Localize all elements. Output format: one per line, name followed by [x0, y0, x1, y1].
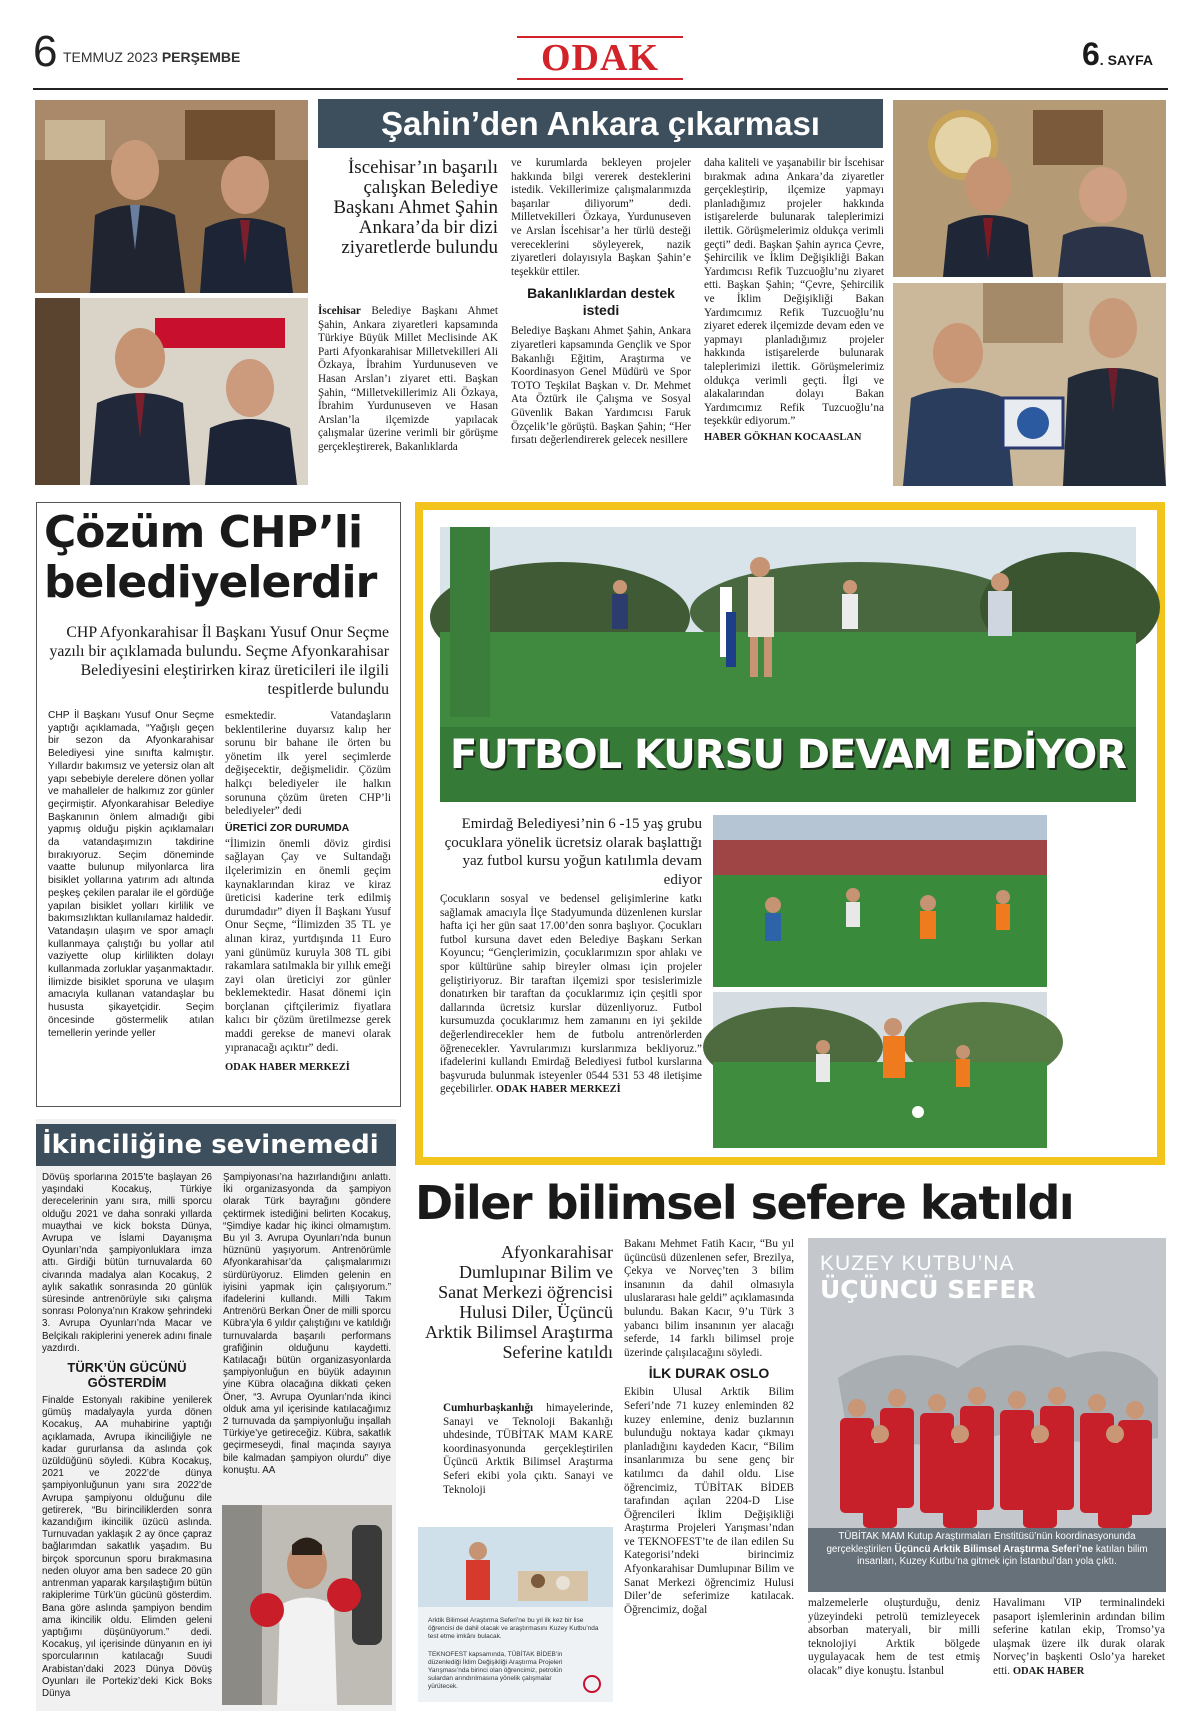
byline: ODAK HABER — [1012, 1665, 1085, 1677]
photo-mayor-mp-1 — [35, 100, 308, 293]
issue-day: PERŞEMBE — [161, 49, 241, 65]
headline: İkinciliğine sevinemedi — [42, 1130, 379, 1160]
headline: Şahin’den Ankara çıkarması — [381, 105, 820, 142]
poster-title-1: KUZEY KUTBU’NA — [820, 1252, 1015, 1275]
article-deck: CHP Afyonkarahisar İl Başkanı Yusuf Onur Seçme yazılı bir açıklamada bulundu. Seçme Afyonkarahisar Belediyesini eleştirirken kiraz üreticileri ile ilgili tespitlerde bulundu — [49, 624, 389, 698]
headline: Diler bilimsel sefere katıldı — [415, 1176, 1074, 1230]
article-col-2: Şampiyonası’na hazırlandığını anlattı. İki organizasyonda da şampiyon olarak Türk bayrağını göndere çektirmek istediğini belirten Kocakuş, “Şimdiye kadar hiç ikinci olmamıştım. Bu yıl 3. Avrupa Oyunları’nda bunun hüznünü yaşıyorum. Antrenörümle Afyonkarahisar’da çalışmalarımızı sürdürüyoruz. Elimden gelenin en iyisini yapmak için çalışıyorum.” ifadelerini kullandı. Milli Takım Antrenörü Berkan Öner de milli sporcu Kübra’yla 6 yıldır çalıştığını ve katıldığı turnuvalarda başarılı performans grafiğinin olduğunu kaydetti. Katılacağı bütün organizasyonlarda şampiyonluğun en büyük adayının yine Kübra olacağına dikkati çeken Öner, “3. Avrupa Oyunları’nda ikinci olduk ama yıl içerisinde katılacağımız 2 turnuvada da şampiyonluğu inşallah Türkiye’ye getireceğiz. Kübra, sakatlık geçirmeseydi, final maçında sayıya bile kalmadan şampiyon olurdu” diye konuştu. AA — [223, 1172, 391, 1476]
page-number-right: 6 — [1082, 36, 1100, 72]
masthead-logo: ODAK — [517, 36, 683, 80]
page-number-left: 6 — [33, 27, 58, 76]
issue-date: TEMMUZ 2023 — [63, 49, 158, 65]
photo-kids-training-1 — [713, 815, 1047, 987]
article-deck: Emirdağ Belediyesi’nin 6 -15 yaş grubu çocuklara yönelik ücretsiz olarak başlattığı yaz futbol kursu yoğun katılımla devam ediyor — [444, 816, 702, 888]
article-col-1: İscehisar Belediye Başkanı Ahmet Şahin, Ankara ziyaretleri kapsamında Türkiye Büyük Millet Meclisinde AK Parti Afyonkarahisar Milletvekilleri Ali Özkaya, İbrahim Yurdunuseven ve Hasan Arslan’ı ziyaret etti. Başkan Şahin, “Milletvekillerimiz Ali Özkaya, İbrahim Yurdunuseven ve Hasan Arslan’la ilçemizde yapılacak çalışmalar üzerine verimli bir görüşme gerçekleştirerek, Bakanlıklarda — [318, 305, 498, 453]
subhead: ÜRETİCİ ZOR DURUMDA — [225, 821, 350, 834]
article-col-1: Cumhurbaşkanlığı himayelerinde, Sanayi ve Teknoloji Bakanlığı uhdesinde, TÜBİTAK MAM KARE koordinasyonunda gerçekleştirilen Üçüncü Arktik Bilimsel Araştırma Seferi ekibi yola çıktı. Sanayi ve Teknoloji — [443, 1402, 613, 1496]
tubitak-logo-icon — [583, 1675, 601, 1693]
article-col-4: Havalimanı VIP terminalindeki pasaport işlemlerinin ardından bilim seferine katılan ekip, Tromso’ya ulaşmak üzere ilk durak olarak Norveç’in başkenti Oslo’ya hareket etti. ODAK HABER — [993, 1597, 1165, 1677]
byline: ODAK HABER MERKEZİ — [495, 1084, 621, 1096]
poster-title-2: ÜÇÜNCÜ SEFER — [820, 1275, 1036, 1304]
photo-caption-overlay: FUTBOL KURSU DEVAM EDİYOR — [450, 732, 1126, 778]
article-lead: Cumhurbaşkanlığı — [443, 1402, 534, 1414]
article-col-3: malzemelerle oluşturduğu, deniz yüzeyindeki petrolü temizleyecek absorban materyali, bir milli teknolojiyi Arktik bölgede uygulayacak hem de test etmiş olacak” diye konuştu. İstanbul — [808, 1597, 980, 1677]
headline-band — [318, 99, 883, 148]
article-col-2: esmektedir. Vatandaşların beklentilerine duyarsız kalıp her sorunu bir bahane ile örten bu yönetim ilk yerel seçimlerde değişecektir, değişmelidir. Çözüm halkçı belediyeler ile halkın sorununa çözüm üreten CHP’li belediyeler” dedi ÜRETİCİ ZOR DURUMDA “İlimizin önemli döviz girdisi sağlayan Çay ve Sultandağı ilçelerimizin en önemli geçim kaynaklarından kiraz ve kiraz üreticisi kaderine terk edilmiş durumdadır” diyen İl Başkanı Yusuf Onur Seçme, “İlimizden 35 TL ye alınan kiraz, yurtdışında 11 Euro yani günümüz kuruyla 308 TL gibi rakamlara satılmakla bir yıllık emeği zayi olan üreticiyi zor günler beklemektedir. Hasat dönemi için borçlanan çiftçilerimiz fiyatlara kalıcı bir çözüm üretilmezse gerek maddi gerekse de manevi olarak yıpranacağı açıktır” dedi. ODAK HABER MERKEZİ — [225, 710, 391, 1074]
article-col-2: Bakanı Mehmet Fatih Kacır, “Bu yıl üçüncüsü düzenlenen sefer, Brezilya, Çekya ve Norveç’ten 3 bilim insanının da dahil olmasıyla uluslararası hale geldi” açıklamasında bulundu. Bakan Kacır, 9’u Türk 3 yabancı bilim insanının yer alacağı seferde, 14 farklı bilimsel proje üzerinde çalışılacağını söyledi. İLK DURAK OSLO Ekibin Ulusal Arktik Bilim Seferi’nde 71 kuzey enleminden 82 kuzey enlemine, deniz buzlarının bulunduğu noktaya kadar çıkmayı planladığını kaydeden Kacır, “Bilim insanlarımıza bu sene genç bir katılımcı da dahil oldu. Lise öğrencimiz, TÜBİTAK BİDEB tarafından açılan 2204-D Lise Öğrencileri İklim Değişikliği Araştırma Projeleri Yarışması’ndan ve TEKNOFEST’te de ilan edilen Su Kategorisi’ndeki birincimiz Afyonkarahisar Dumlupınar Bilim ve Sanat Merkezi öğrencimiz Hulusi Diler’de seferimize katılacak. Öğrencimiz, doğal — [624, 1238, 794, 1616]
poster-arctic-expedition — [808, 1238, 1166, 1592]
headline: Çözüm CHP’li belediyelerdir — [44, 507, 377, 608]
article-deck: Afyonkarahisar Dumlupınar Bilim ve Sanat Merkezi öğrencisi Hulusi Diler, Üçüncü Arktik Bilimsel Araştırma Seferine katıldı — [425, 1242, 613, 1362]
inset-text-1: Arktik Bilimsel Araştırma Seferi’ne bu yıl ilk kez bir lise öğrencisi de dahil olacak ve araştırmasını Kuzey Kutbu’nda test etme imkânı bulacak. — [428, 1617, 599, 1640]
photo-kids-training-2 — [713, 992, 1047, 1148]
photo-mayor-official-2 — [893, 283, 1166, 486]
page-label: . SAYFA — [1099, 52, 1153, 68]
article-lead: İscehisar — [318, 305, 361, 317]
poster-caption: TÜBİTAK MAM Kutup Araştırmaları Enstitüsü’nün koordinasyonunda gerçekleştirilen Üçüncü Arktik Bilimsel Araştırma Seferi’ne katılan bilim insanları, Kuzey Kutbu’na gitmek için İstanbul’dan yola çıktı. — [826, 1531, 1148, 1567]
header-rule — [33, 88, 1168, 90]
subhead: Bakanlıklardan destek istedi — [527, 285, 675, 319]
photo-mayor-mp-2 — [35, 298, 308, 485]
article-col-1: CHP İl Başkanı Yusuf Onur Seçme yaptığı açıklamada, “Yağışlı geçen bir sezon da Afyonkarahisar Belediyesi yine sınıfta kalmıştır. Yıllardır bakımsız ve yetersiz olan alt yapı sebebiyle derelere dönen yollar ve mahalleler de halkımız zor günler geçirmiştir. Afyonkarahisar Belediye Başkanının önlem almadığı gibi yapmış olduğu pişkin açıklamaları da vatandaşımızın takdirine bırakıyoruz. Seçim döneminde vaatte bulunup milyonlarca lira bisiklet yollarına yatırım adı altında peşkeş çekilen paralar ile el gördüğe yapılan bisiklet yolları kirlilik ve bakımsızlıktan kullanılamaz haldedir. Vatandaşın ulaşım ve spor amaçlı kullanmaya çalıştığı bu yollar atıl vaziyette olup kirlilikten dolayı kullanmada zorluklar yaşanmaktadır. İlimizde bisiklet sporuna ve ulaşım amacıyla kullanan vatandaşlar bu hususta şikayetçidir. Seçim öncesinde göstermelik atılan temellerin yerinde yeller — [48, 710, 214, 1039]
article-col-1: Dövüş sporlarına 2015’te başlayan 26 yaşındaki Kocakuş, Türkiye derecelerinin yanı sıra, milli sporcu olduğu 2021 ve daha sonraki yıllarda muaythai ve kick boksta Dünya, Avrupa ve İslami Dayanışma Oyunları’nda şampiyonluklara imza attı. Girdiği bütün turnuvalarda 60 civarında madalya alan Kocakuş, 2 aylık sakatlık sonrasında 20 günlük süresinde antrenörüyle sıkı çalışma sonrası Polonya’nın Krakow şehrindeki 3. Avrupa Oyunları’nda Macar ve Belçikalı rakiplerini yenerek adını finale yazdırdı. TÜRK’ÜN GÜCÜNÜ GÖSTERDİM Finalde Estonyalı rakibine yenilerek gümüş madalyayla yurda dönen Kocakuş, AA muhabirine yaptığı açıklamada, Avrupa ikinciliğiyle ne kadar gururlansa da aslında çok üzüldüğünü söyledi. Kübra Kocakuş, 2021 ve 2022’de dünya şampiyonluğunun yanı sıra 2022’de Avrupa şampiyonu olduğunu dile getirerek, “Bu birinciliklerden sonra kazandığım ikincilik üzücü aslında. Turnuvadan yaklaşık 2 ay önce çapraz bağlarımdan sakatlık yaşadım. Bu birçok sporcunun sporu bırakmasına neden oluyor ama ben sadece 20 gün antrenman yaparak karşılaştığım bütün rakiplerime Türk’ün gücünü gösterdim. Bana göre aslında şampiyon bendim ama ikincilik oldu. Elimden geleni yaptığımı düşünüyorum.” dedi. Kocakuş, yıl içerisinde dünyanın en iyi sporcularının katılacağı Suudi Arabistan’daki 2023 Dünya Dövüş Oyunları ile Portekiz’deki Kick Boks Dünya — [42, 1172, 212, 1699]
article-col-2: ve kurumlarda bekleyen projeler hakkında bilgi vererek desteklerini istedik. Vekillerimize çalışmalarımızda başarılar diliyorum” dedi. Milletvekilleri Özkaya, Yurdunuseven ve Arslan İscehisar’a her türlü desteği vereceklerini söyleyerek, nazik ziyaretleri dolayısıyla Başkan Şahin’e teşekkür ettiler. Bakanlıklardan destek istedi Belediye Başkanı Ahmet Şahin, Ankara ziyaretleri kapsamında Gençlik ve Spor Bakanlığı Eğitim, Araştırma ve Koordinasyon Genel Müdürü ve Spor TOTO Teşkilat Başkan v. Dr. Mehmet Ata Öztürk ile Çalışma ve Sosyal Güvenlik Bakan Yardımcısı Faruk Özçelik’le görüştü. Başkan Şahin; “Her fırsatı değerlendirerek gelecek nesillere — [511, 157, 691, 447]
byline: HABER GÖKHAN KOCAASLAN — [704, 431, 862, 443]
subhead: İLK DURAK OSLO — [648, 1365, 770, 1382]
article-body: Çocukların sosyal ve bedensel gelişimlerine katkı sağlamak amacıyla İlçe Stadyumunda düzenlenen kurslar hafta içi her gün saat 17.00’den sonra başlıyor. Çocukları futbol kursuna davet eden Belediye Başkanı Serkan Koyuncu; “Gençlerimizin, çocuklarımızın spor ahlakı ve spor kültürüne sahip bireyler olması için projeler geliştiriyoruz. Bir taraftan ilçemizi spor tesislerimizle donatırken bir taraftan da çocuklarımız için çeşitli spor dallarında ücretsiz kurslar düzenliyoruz. Futbol kursumuzda çocuklarımız hem zamanını en iyi şekilde değerlendirecekler hem de futbolu antrenörlerden öğrenecekler. Yavrularımızı kurslarımıza bekliyoruz.” ifadelerini kullandı Emirdağ Belediyesi futbol kurslarına başvuruda bulunmak isteyenler 0544 531 53 48 iletişime geçebilirler. ODAK HABER MERKEZİ — [440, 893, 702, 1096]
article-col-3: daha kaliteli ve yaşanabilir bir İscehisar bırakmak adına Ankara’da ziyaretler gerçekleştirip, ilçemize yapmayı planladığımız projeler hakkında istişarelerde bulunarak taleplerimizi ilettik. Görüşmelerimiz oldukça verimli geçti” dedi. Başkan Şahin ayrıca Çevre, Şehircilik ve İklim Değişikliği Bakan Yardımcısı Refik Tuzcuoğlu’nu ziyaret etti. Başkan Şahin; “Çevre, Şehircilik ve İklim Değişikliği Bakan Yardımcımız Refik Tuzcuoğlu’nu ziyaret ederek ilçemizde devam eden ve yapmayı planladığımız projeler hakkında istişarelerde bulunarak taleplerimizi ilettik. Görüşmelerimiz oldukça verimli geçti. İlgi ve alakalarından dolayı Bakan Yardımcımız Refik Tuzcuoğlu’na teşekkür ediyorum.” HABER GÖKHAN KOCAASLAN — [704, 157, 884, 443]
article-deck: İscehisar’ın başarılı çalışkan Belediye Başkanı Ahmet Şahin Ankara’da bir dizi ziyaretlerde bulundu — [333, 157, 498, 258]
inset-text-2: TEKNOFEST kapsamında, TÜBİTAK BİDEB’in düzenlediği İklim Değişikliği Araştırma Projeleri Yarışması’nda birinci olan öğrencimiz, petrolün sulardan arındırılmasına yönelik çalışmalar yürütecek. — [428, 1651, 563, 1690]
photo-mayor-official-1 — [893, 100, 1166, 277]
photo-boxer — [222, 1505, 392, 1705]
byline: ODAK HABER MERKEZİ — [225, 1062, 350, 1074]
headline-band — [36, 1124, 396, 1166]
subhead: TÜRK’ÜN GÜCÜNÜ GÖSTERDİM — [67, 1360, 187, 1391]
inset-teknofest-card — [418, 1527, 613, 1702]
